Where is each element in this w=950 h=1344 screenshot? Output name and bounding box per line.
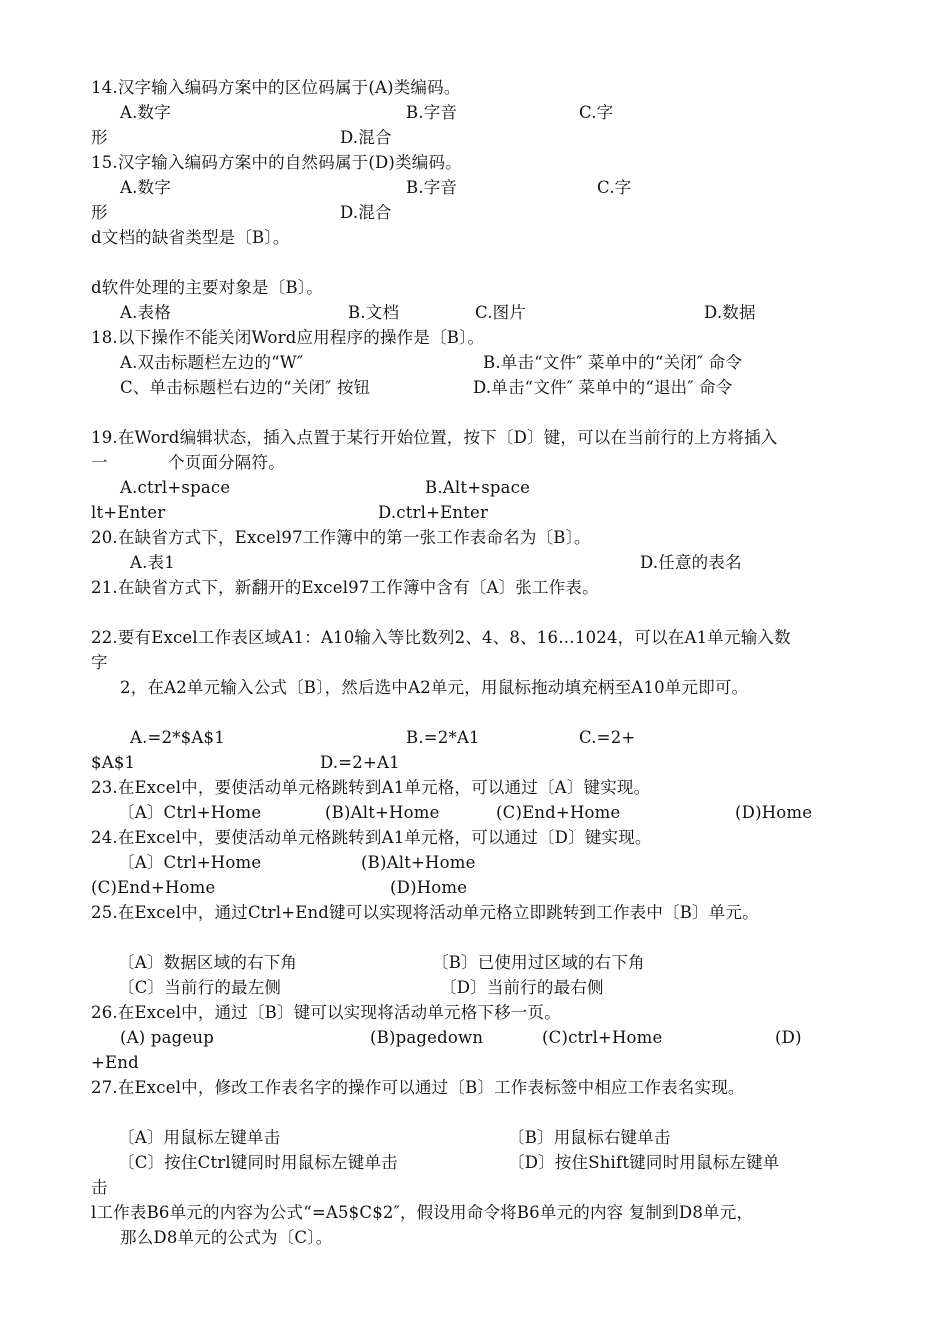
q24-option-d: (D)Home (390, 878, 468, 897)
q14-option-c: C.字 (579, 103, 614, 122)
question-21-stem: 21.在缺省方式下，新翻开的Excel97工作簿中含有〔A〕张工作表。 (91, 578, 599, 597)
q15-option-c: C.字 (597, 178, 632, 197)
q23-option-b: (B)Alt+Home (325, 803, 440, 822)
q26-option-d: (D) (775, 1028, 802, 1047)
q19-option-b: B.Alt+space (425, 478, 531, 497)
question-17-stem: d软件处理的主要对象是〔B〕。 (91, 278, 323, 297)
q27-option-d-cont: 击 (91, 1178, 108, 1197)
q25-option-b: 〔B〕已使用过区域的右下角 (432, 953, 645, 972)
q19-option-a: A.ctrl+space (120, 478, 231, 497)
question-22-stem-cont-2: 2，在A2单元输入公式〔B〕，然后选中A2单元，用鼠标拖动填充柄至A10单元即可。 (120, 678, 749, 697)
q19-option-d: D.ctrl+Enter (378, 503, 489, 522)
q22-option-a: A.=2*$A$1 (130, 728, 225, 747)
question-26-stem: 26.在Excel中，通过〔B〕键可以实现将活动单元格下移一页。 (91, 1003, 561, 1022)
question-19-stem-cont-b: 个页面分隔符。 (168, 453, 285, 472)
q22-option-c-cont: $A$1 (91, 753, 136, 772)
q22-option-c: C.=2+ (579, 728, 636, 747)
question-19-stem-cont-a: 一 (91, 453, 108, 472)
q18-option-c: C、单击标题栏右边的“关闭″ 按钮 (120, 378, 371, 397)
q15-option-c-cont: 形 (91, 203, 108, 222)
q27-option-d: 〔D〕按住Shift键同时用鼠标左键单 (508, 1153, 780, 1172)
question-28-stem: l工作表B6单元的内容为公式“=A5$C$2″，假设用命令将B6单元的内容 复制到D8单元， (91, 1203, 754, 1222)
q23-option-a: 〔A〕Ctrl+Home (118, 803, 262, 822)
q23-option-d: (D)Home (735, 803, 813, 822)
q15-option-a: A.数字 (120, 178, 171, 197)
question-22-stem: 22.要有Excel工作表区域A1：A10输入等比数列2、4、8、16…1024，可以在A1单元输入数 (91, 628, 791, 647)
q27-option-c: 〔C〕按住Ctrl键同时用鼠标左键单击 (118, 1153, 398, 1172)
q14-option-b: B.字音 (406, 103, 458, 122)
q22-option-b: B.=2*A1 (406, 728, 480, 747)
q23-option-c: (C)End+Home (496, 803, 621, 822)
q20-option-d: D.任意的表名 (640, 553, 742, 572)
q24-option-b: (B)Alt+Home (361, 853, 476, 872)
q26-option-a: (A) pageup (120, 1028, 214, 1047)
q26-option-b: (B)pagedown (370, 1028, 484, 1047)
q27-option-a: 〔A〕用鼠标左键单击 (118, 1128, 281, 1147)
q15-option-d: D.混合 (340, 203, 392, 222)
q19-option-c-fragment: lt+Enter (91, 503, 166, 522)
q25-option-d: 〔D〕当前行的最右侧 (440, 978, 604, 997)
q17-option-d: D.数据 (704, 303, 756, 322)
q17-option-b: B.文档 (348, 303, 400, 322)
question-18-stem: 18.以下操作不能关闭Word应用程序的操作是〔B〕。 (91, 328, 485, 347)
q24-option-a: 〔A〕Ctrl+Home (118, 853, 262, 872)
question-25-stem: 25.在Excel中，通过Ctrl+End键可以实现将活动单元格立即跳转到工作表中〔B〕单元。 (91, 903, 759, 922)
question-14-stem: 14.汉字输入编码方案中的区位码属于(A)类编码。 (91, 78, 461, 97)
question-27-stem: 27.在Excel中，修改工作表名字的操作可以通过〔B〕工作表标签中相应工作表名实现。 (91, 1078, 745, 1097)
q14-option-c-cont: 形 (91, 128, 108, 147)
q18-option-a: A.双击标题栏左边的“W″ (120, 353, 304, 372)
q24-option-c: (C)End+Home (91, 878, 216, 897)
q17-option-a: A.表格 (120, 303, 171, 322)
q18-option-b: B.单击“文件″ 菜单中的“关闭″ 命令 (483, 353, 743, 372)
q26-option-c: (C)ctrl+Home (542, 1028, 663, 1047)
question-20-stem: 20.在缺省方式下，Excel97工作簿中的第一张工作表命名为〔B〕。 (91, 528, 591, 547)
question-22-stem-cont: 字 (91, 653, 108, 672)
q22-option-d: D.=2+A1 (320, 753, 400, 772)
question-24-stem: 24.在Excel中，要使活动单元格跳转到A1单元格，可以通过〔D〕键实现。 (91, 828, 652, 847)
question-28-stem-cont: 那么D8单元的公式为〔C〕。 (120, 1228, 333, 1247)
question-19-stem: 19.在Word编辑状态，插入点置于某行开始位置，按下〔D〕键，可以在当前行的上方将插入 (91, 428, 778, 447)
question-23-stem: 23.在Excel中，要使活动单元格跳转到A1单元格，可以通过〔A〕键实现。 (91, 778, 651, 797)
q17-option-c: C.图片 (475, 303, 527, 322)
q27-option-b: 〔B〕用鼠标右键单击 (508, 1128, 671, 1147)
q25-option-a: 〔A〕数据区域的右下角 (118, 953, 298, 972)
q15-option-b: B.字音 (406, 178, 458, 197)
q14-option-a: A.数字 (120, 103, 171, 122)
question-15-stem: 15.汉字输入编码方案中的自然码属于(D)类编码。 (91, 153, 462, 172)
q26-option-d-cont: +End (91, 1053, 139, 1072)
q14-option-d: D.混合 (340, 128, 392, 147)
q25-option-c: 〔C〕当前行的最左侧 (118, 978, 282, 997)
q18-option-d: D.单击“文件″ 菜单中的“退出″ 命令 (473, 378, 733, 397)
q20-option-a: A.表1 (130, 553, 175, 572)
question-16-stem: d文档的缺省类型是〔B〕。 (91, 228, 290, 247)
